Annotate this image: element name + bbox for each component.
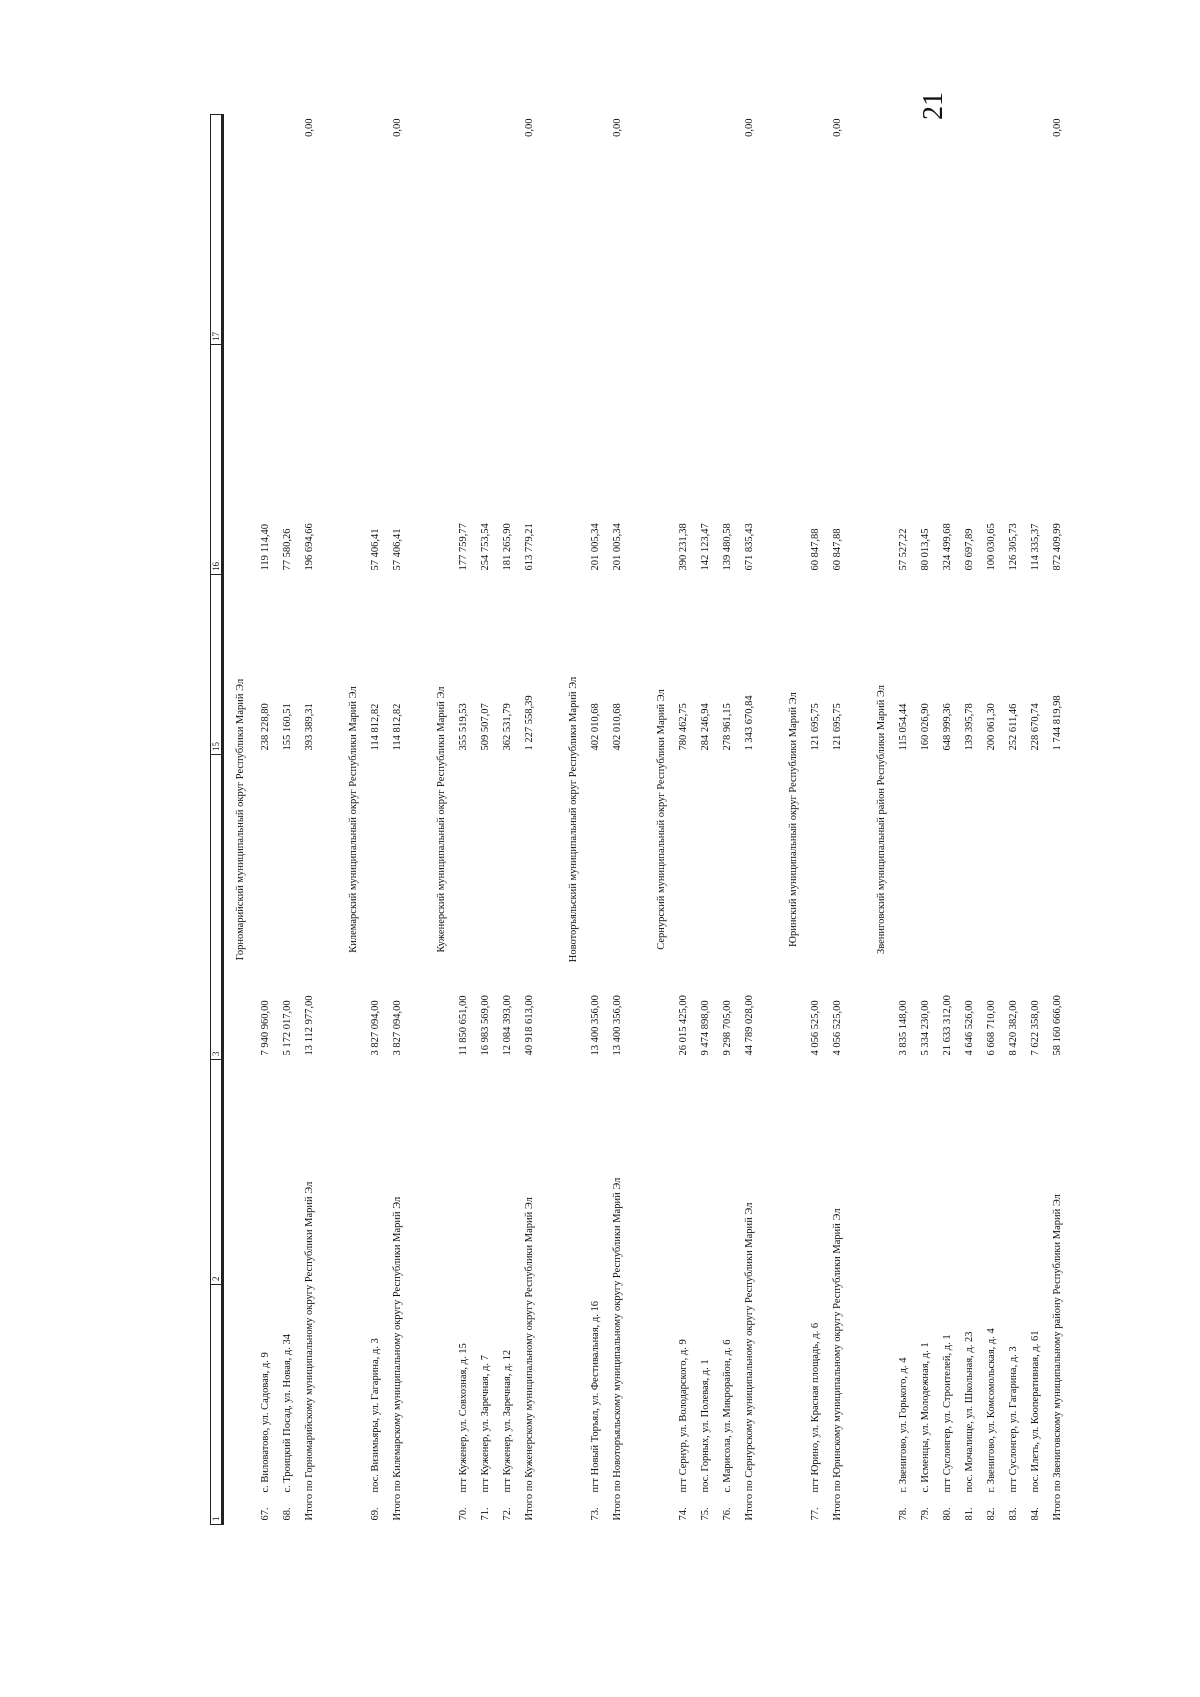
value-col16: 114 335,37: [1029, 523, 1041, 571]
value-col15: 509 507,07: [479, 703, 491, 751]
table-row: [1024, 115, 1046, 1525]
address-cell: [716, 1060, 738, 1525]
total-col17: 0,00: [391, 118, 403, 137]
total-col17: 0,00: [1051, 118, 1063, 137]
value-col17: [936, 115, 958, 345]
address-cell: [452, 1060, 474, 1525]
address-cell: [1024, 1060, 1046, 1525]
value-col15: 648 999,36: [941, 703, 953, 751]
value-col3: 21 633 312,00: [941, 995, 953, 1056]
total-col17: 0,00: [611, 118, 623, 137]
table-row: [716, 115, 738, 1525]
total-col15: 114 812,82: [391, 703, 403, 751]
data-table: [210, 114, 1068, 1525]
section-spacer: [760, 115, 782, 1525]
value-col15: 284 246,94: [699, 703, 711, 751]
value-col16: 126 305,73: [1007, 523, 1019, 571]
section-spacer: [540, 115, 562, 1525]
total-label: Итого по Куженерскому муниципальному округу Республики Марий Эл: [523, 1197, 535, 1521]
value-col16: 139 480,58: [721, 523, 733, 571]
total-label: Итого по Юринскому муниципальному округу Республики Марий Эл: [831, 1208, 843, 1521]
value-col17: [496, 115, 518, 345]
value-col3: 9 474 898,00: [699, 1000, 711, 1056]
address-text: пос. Визимьяры, ул. Гагарина, д. 3: [369, 1338, 381, 1493]
column-header: 17: [211, 115, 223, 345]
section-title: Звениговский муниципальный район Республики Марий Эл: [875, 684, 887, 955]
value-col17: [914, 115, 936, 345]
value-col15: 114 812,82: [369, 703, 381, 751]
total-col16: 196 694,66: [303, 523, 315, 571]
value-col15: 252 611,46: [1007, 703, 1019, 751]
section-title: Сернурский муниципальный округ Республики Марий Эл: [655, 689, 667, 950]
value-col16: 57 527,22: [897, 528, 909, 571]
value-col17: [474, 115, 496, 345]
value-col17: [1024, 115, 1046, 345]
section-spacer: [628, 115, 650, 1525]
value-col3: 4 056 525,00: [809, 1000, 821, 1056]
total-col17: 0,00: [743, 118, 755, 137]
total-col16: 57 406,41: [391, 528, 403, 571]
column-header-row: [211, 115, 223, 1525]
address-text: пгт Суслонгер, ул. Гагарина, д. 3: [1007, 1346, 1019, 1493]
address-cell: [914, 1060, 936, 1525]
column-header: 3: [211, 755, 223, 1060]
value-col16: 80 013,45: [919, 528, 931, 571]
value-col17: [1002, 115, 1024, 345]
spacer-cell: [540, 115, 562, 1525]
address-text: пгт Сернур, ул. Володарского, д. 9: [677, 1339, 689, 1493]
row-number: 84.: [1029, 1507, 1041, 1521]
row-number: 72.: [501, 1507, 513, 1521]
value-col15: 200 061,30: [985, 703, 997, 751]
value-col16: 100 030,65: [985, 523, 997, 571]
total-col16: 201 005,34: [611, 523, 623, 571]
address-text: г. Звенигово, ул. Горького, д. 4: [897, 1357, 909, 1493]
value-col3: 9 298 705,00: [721, 1000, 733, 1056]
row-number: 81.: [963, 1507, 975, 1521]
total-row: [298, 115, 320, 1525]
value-col3: 5 334 230,00: [919, 1000, 931, 1056]
address-cell: [254, 1060, 276, 1525]
value-col15: 121 695,75: [809, 703, 821, 751]
value-col15: 402 010,68: [589, 703, 601, 751]
value-col16: 57 406,41: [369, 528, 381, 571]
value-col16: 181 265,90: [501, 523, 513, 571]
value-col3: 12 084 393,00: [501, 995, 513, 1056]
value-col3: 16 983 569,00: [479, 995, 491, 1056]
table-row: [452, 115, 474, 1525]
total-label: Итого по Горномарийскому муниципальному округу Республики Марий Эл: [303, 1181, 315, 1521]
total-row: [606, 115, 628, 1525]
table-row: [694, 115, 716, 1525]
total-col17: 0,00: [831, 118, 843, 137]
row-number: 76.: [721, 1507, 733, 1521]
total-row: [386, 115, 408, 1525]
address-text: пгт Куженер, ул. Совхозная, д. 15: [457, 1343, 469, 1493]
value-col3: 8 420 382,00: [1007, 1000, 1019, 1056]
address-text: пгт Куженер, ул. Заречная, д. 7: [479, 1355, 491, 1493]
address-cell: [804, 1060, 826, 1525]
value-col3: 5 172 017,00: [281, 1000, 293, 1056]
address-cell: [1002, 1060, 1024, 1525]
section-title: Килемарский муниципальный округ Республики Марий Эл: [347, 686, 359, 953]
value-col15: 278 961,15: [721, 703, 733, 751]
total-col3: 4 056 525,00: [831, 1000, 843, 1056]
section-title-row: [650, 115, 672, 1525]
column-header: 16: [211, 345, 223, 575]
row-number: 74.: [677, 1507, 689, 1521]
value-col3: 3 835 148,00: [897, 1000, 909, 1056]
table-row: [496, 115, 518, 1525]
total-label: Итого по Сернурскому муниципальному округу Республики Марий Эл: [743, 1202, 755, 1521]
section-title: Горномарийский муниципальный округ Республики Марий Эл: [234, 678, 246, 961]
section-spacer: [408, 115, 430, 1525]
address-text: пгт Новый Торъял, ул. Фестивальная, д. 16: [589, 1300, 601, 1493]
value-col16: 390 231,38: [677, 523, 689, 571]
value-col15: 238 228,80: [259, 703, 271, 751]
section-title: Куженерский муниципальный округ Республики Марий Эл: [435, 686, 447, 953]
table-row: [364, 115, 386, 1525]
row-number: 80.: [941, 1507, 953, 1521]
address-cell: [584, 1060, 606, 1525]
row-number: 67.: [259, 1507, 271, 1521]
total-col3: 3 827 094,00: [391, 1000, 403, 1056]
total-col16: 613 779,21: [523, 523, 535, 571]
address-text: с. Виловатово, ул. Садовая, д. 9: [259, 1352, 271, 1493]
total-col15: 393 389,31: [303, 703, 315, 751]
address-text: г. Звенигово, ул. Комсомольская, д. 4: [985, 1328, 997, 1493]
table-row: [914, 115, 936, 1525]
value-col3: 7 940 960,00: [259, 1000, 271, 1056]
address-text: пгт Куженер, ул. Заречная, д. 12: [501, 1349, 513, 1493]
value-col16: 201 005,34: [589, 523, 601, 571]
table-row: [474, 115, 496, 1525]
address-text: с. Троицкий Посад, ул. Новая, д. 34: [281, 1333, 293, 1493]
total-col15: 1 744 819,98: [1051, 695, 1063, 751]
value-col15: 362 531,79: [501, 703, 513, 751]
address-text: пос. Илеть, ул. Кооперативная, д. 61: [1029, 1330, 1041, 1493]
value-col3: 4 646 526,00: [963, 1000, 975, 1056]
spacer-cell: [320, 115, 342, 1525]
total-col3: 44 789 028,00: [743, 995, 755, 1056]
total-col15: 121 695,75: [831, 703, 843, 751]
value-col17: [254, 115, 276, 345]
total-col3: 13 112 977,00: [303, 995, 315, 1056]
section-title: Новоторъяльский муниципальный округ Республики Марий Эл: [567, 676, 579, 963]
total-col3: 40 918 613,00: [523, 995, 535, 1056]
row-number: 78.: [897, 1507, 909, 1521]
row-number: 71.: [479, 1507, 491, 1521]
value-col15: 780 462,75: [677, 703, 689, 751]
value-col15: 155 160,51: [281, 703, 293, 751]
value-col17: [584, 115, 606, 345]
value-col3: 3 827 094,00: [369, 1000, 381, 1056]
address-text: пгт Юрино, ул. Красная площадь, д. 6: [809, 1322, 821, 1493]
value-col3: 6 668 710,00: [985, 1000, 997, 1056]
value-col3: 26 015 425,00: [677, 995, 689, 1056]
row-number: 75.: [699, 1507, 711, 1521]
column-header: 2: [211, 1060, 223, 1285]
value-col15: 139 395,78: [963, 703, 975, 751]
table-row: [1002, 115, 1024, 1525]
address-cell: [672, 1060, 694, 1525]
value-col16: 60 847,88: [809, 528, 821, 571]
table-body: [223, 115, 1069, 1525]
total-label: Итого по Звениговскому муниципальному району Республики Марий Эл: [1051, 1194, 1063, 1521]
address-text: с. Марисола, ул. Микрорайон, д. 6: [721, 1339, 733, 1493]
value-col16: 77 580,26: [281, 528, 293, 571]
section-title-row: [870, 115, 892, 1525]
row-number: 70.: [457, 1507, 469, 1521]
section-title-row: [430, 115, 452, 1525]
value-col3: 11 850 651,00: [457, 995, 469, 1056]
address-cell: [958, 1060, 980, 1525]
table-row: [584, 115, 606, 1525]
total-col3: 13 400 356,00: [611, 995, 623, 1056]
total-col15: 1 227 558,39: [523, 695, 535, 751]
table-row: [672, 115, 694, 1525]
value-col16: 254 753,54: [479, 523, 491, 571]
section-title-row: [782, 115, 804, 1525]
value-col16: 69 697,89: [963, 528, 975, 571]
value-col15: 228 670,74: [1029, 703, 1041, 751]
value-col3: 13 400 356,00: [589, 995, 601, 1056]
section-title-row: [223, 115, 255, 1525]
address-text: с. Исменцы, ул. Молодежная, д. 1: [919, 1342, 931, 1493]
total-col16: 872 409,99: [1051, 523, 1063, 571]
section-spacer: [848, 115, 870, 1525]
table-row: [804, 115, 826, 1525]
value-col17: [672, 115, 694, 345]
value-col17: [958, 115, 980, 345]
address-text: пгт Суслонгер, ул. Строителей, д. 1: [941, 1334, 953, 1493]
address-cell: [474, 1060, 496, 1525]
value-col17: [892, 115, 914, 345]
total-col15: 402 010,68: [611, 703, 623, 751]
table-row: [276, 115, 298, 1525]
value-col17: [364, 115, 386, 345]
address-text: пос. Мочалище, ул. Школьная, д. 23: [963, 1331, 975, 1493]
table-row: [958, 115, 980, 1525]
value-col16: 324 499,68: [941, 523, 953, 571]
value-col15: 355 519,53: [457, 703, 469, 751]
value-col17: [694, 115, 716, 345]
total-col3: 58 160 666,00: [1051, 995, 1063, 1056]
address-text: пос. Горных, ул. Полевая, д. 1: [699, 1359, 711, 1493]
total-col17: 0,00: [523, 118, 535, 137]
total-row: [826, 115, 848, 1525]
address-cell: [892, 1060, 914, 1525]
value-col17: [716, 115, 738, 345]
section-title: Юринский муниципальный округ Республики Марий Эл: [787, 692, 799, 947]
total-label: Итого по Килемарскому муниципальному округу Республики Марий Эл: [391, 1196, 403, 1521]
table-row: [980, 115, 1002, 1525]
value-col17: [276, 115, 298, 345]
row-number: 79.: [919, 1507, 931, 1521]
value-col16: 119 114,40: [259, 524, 271, 571]
section-title-row: [562, 115, 584, 1525]
value-col17: [452, 115, 474, 345]
table-row: [892, 115, 914, 1525]
row-number: 77.: [809, 1507, 821, 1521]
table-row: [254, 115, 276, 1525]
section-title-row: [342, 115, 364, 1525]
value-col3: 7 622 358,00: [1029, 1000, 1041, 1056]
value-col15: 115 054,44: [897, 703, 909, 751]
row-number: 69.: [369, 1507, 381, 1521]
address-cell: [496, 1060, 518, 1525]
total-row: [738, 115, 760, 1525]
total-col17: 0,00: [303, 118, 315, 137]
value-col17: [980, 115, 1002, 345]
address-cell: [694, 1060, 716, 1525]
address-cell: [980, 1060, 1002, 1525]
value-col17: [804, 115, 826, 345]
total-col16: 60 847,88: [831, 528, 843, 571]
row-number: 83.: [1007, 1507, 1019, 1521]
page-number: 21: [918, 92, 949, 120]
total-col15: 1 343 670,84: [743, 695, 755, 751]
row-number: 68.: [281, 1507, 293, 1521]
column-header: 1: [211, 1285, 223, 1525]
table-row: [936, 115, 958, 1525]
column-header: 15: [211, 575, 223, 755]
address-cell: [364, 1060, 386, 1525]
row-number: 82.: [985, 1507, 997, 1521]
spacer-cell: [760, 115, 782, 1525]
spacer-cell: [628, 115, 650, 1525]
total-row: [518, 115, 540, 1525]
total-label: Итого по Новоторъяльскому муниципальному округу Республики Марий Эл: [611, 1177, 623, 1521]
address-cell: [936, 1060, 958, 1525]
spacer-cell: [848, 115, 870, 1525]
spacer-cell: [408, 115, 430, 1525]
total-row: [1046, 115, 1068, 1525]
row-number: 73.: [589, 1507, 601, 1521]
rotated-page-content: [210, 115, 1063, 1525]
value-col16: 142 123,47: [699, 523, 711, 571]
total-col16: 671 835,43: [743, 523, 755, 571]
section-spacer: [320, 115, 342, 1525]
value-col16: 177 759,77: [457, 523, 469, 571]
value-col15: 160 026,90: [919, 703, 931, 751]
address-cell: [276, 1060, 298, 1525]
